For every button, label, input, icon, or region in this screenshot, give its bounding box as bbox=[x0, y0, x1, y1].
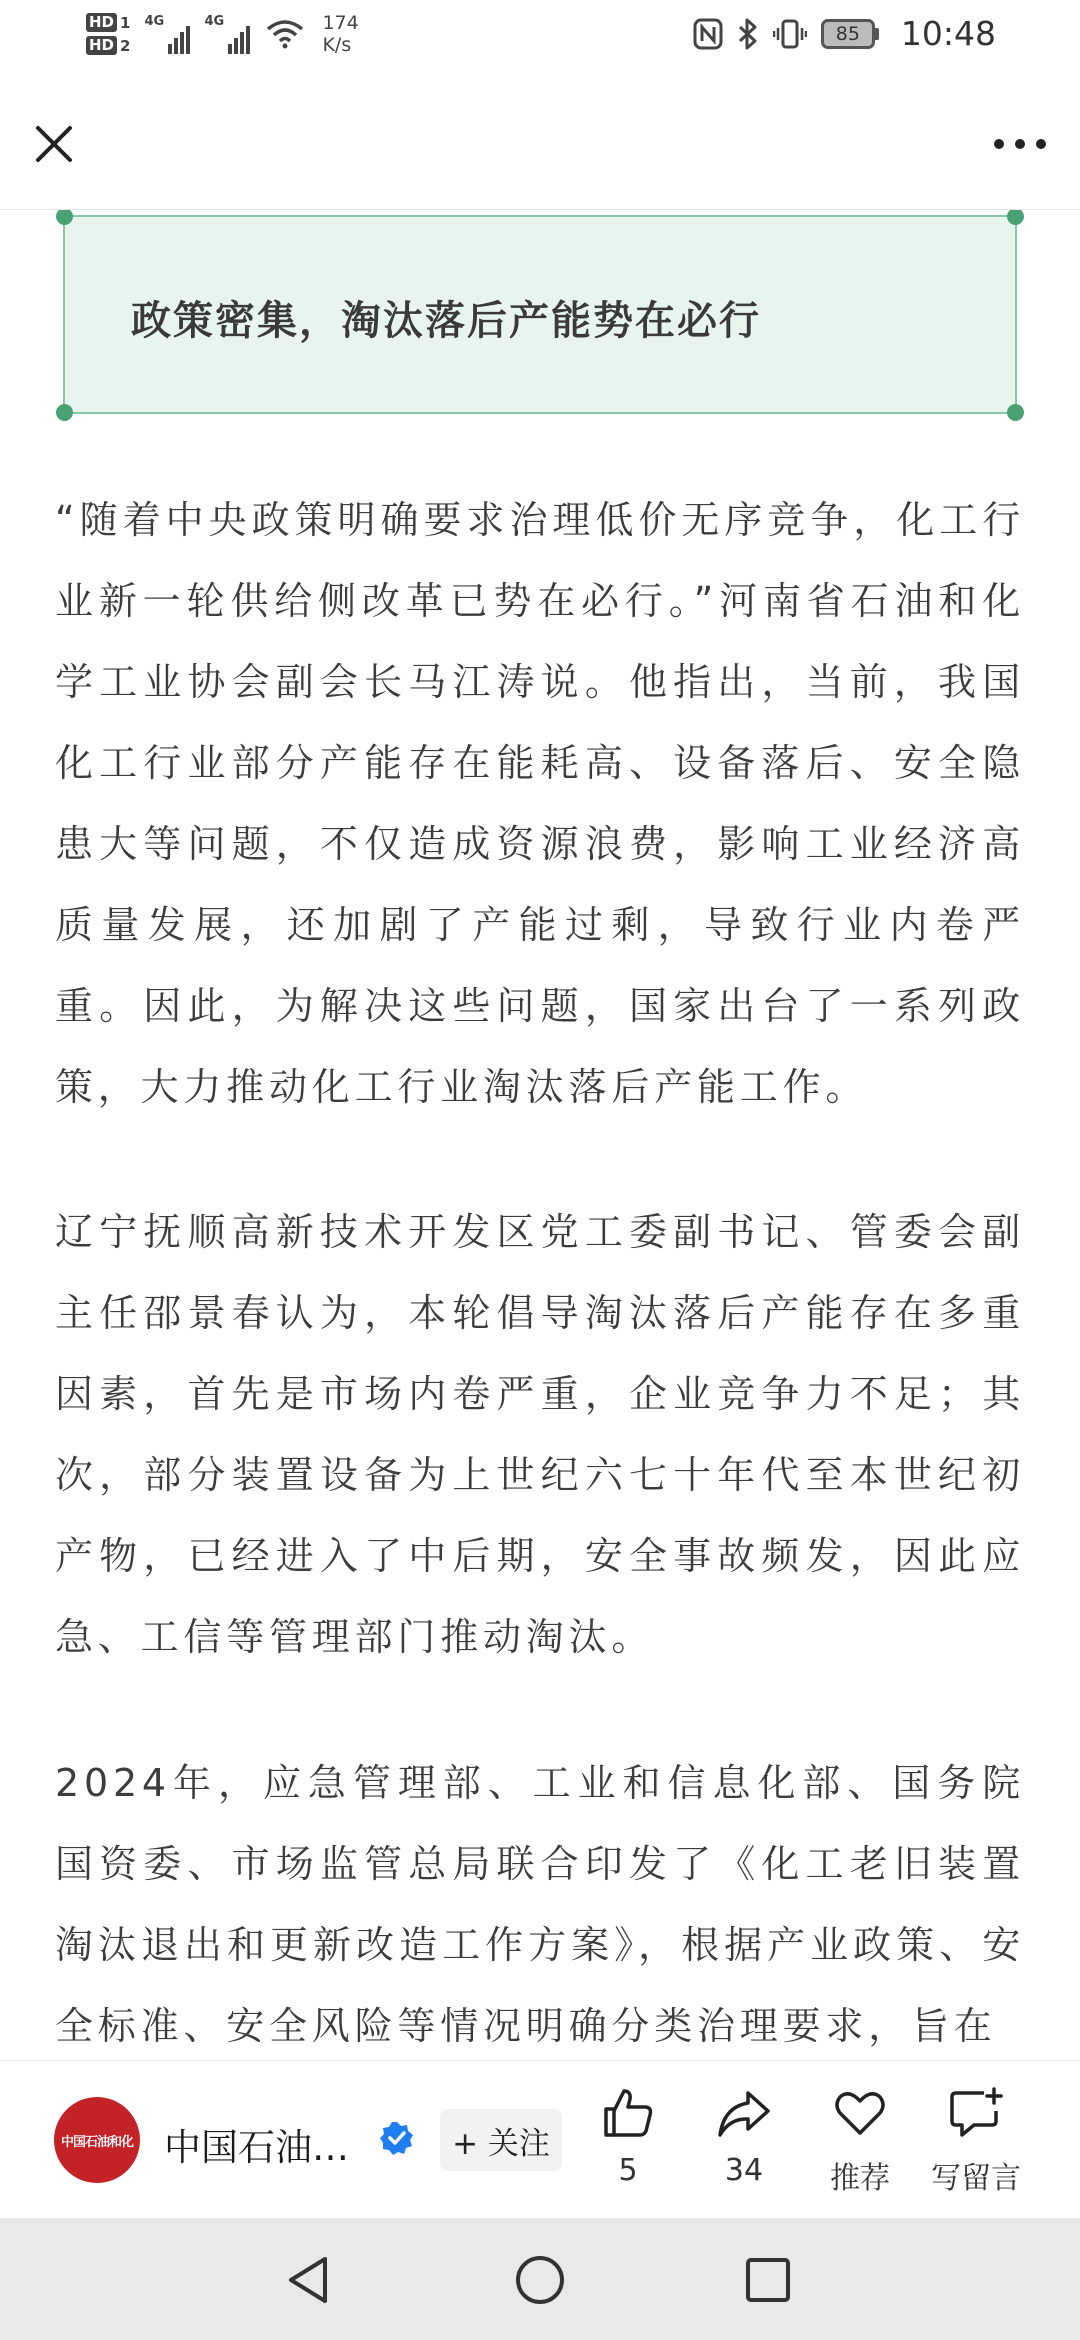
hd-num-2: 2 bbox=[120, 36, 131, 55]
recommend-button[interactable] bbox=[810, 2085, 910, 2205]
signal-2-icon bbox=[204, 14, 250, 54]
network-type-1: 4G bbox=[144, 14, 165, 29]
back-button[interactable] bbox=[280, 2252, 336, 2308]
back-triangle-icon bbox=[285, 2255, 331, 2305]
home-circle-icon bbox=[514, 2254, 566, 2306]
section-heading-box bbox=[63, 215, 1017, 414]
clock: 10:48 bbox=[900, 14, 996, 53]
paragraph-2: 辽宁抚顺高新技术开发区党工委副书记、管委会副主任邵景春认为，本轮倡导淘汰落后产能存在多重因素，首先是市场内卷严重，企业竞争力不足；其次，部分装置设备为上世纪六七十年代至本世纪初产物，已经进入了中后期，安全事故频发，因此应急、工信等管理部门推动淘汰。 bbox=[55, 1210, 1025, 1659]
write-comment-label: 写留言 bbox=[931, 2161, 1021, 2196]
follow-button[interactable]: + 关注 bbox=[440, 2109, 562, 2171]
battery-icon bbox=[821, 19, 879, 49]
like-button[interactable] bbox=[578, 2085, 678, 2205]
status-left bbox=[86, 12, 359, 56]
account-avatar[interactable] bbox=[54, 2097, 140, 2183]
more-dots-icon bbox=[993, 138, 1047, 150]
top-nav bbox=[0, 80, 1080, 210]
more-options-button[interactable] bbox=[988, 120, 1052, 168]
thumbs-up-icon bbox=[600, 2085, 656, 2141]
speed-unit: K/s bbox=[322, 34, 352, 56]
battery-level: 85 bbox=[821, 19, 875, 49]
heart-icon bbox=[832, 2085, 888, 2141]
recent-apps-button[interactable] bbox=[740, 2252, 796, 2308]
share-button[interactable] bbox=[694, 2085, 794, 2205]
account-name[interactable]: 中国石油… bbox=[164, 2126, 349, 2169]
status-right bbox=[693, 14, 996, 53]
recommend-label: 推荐 bbox=[830, 2161, 890, 2196]
article-body bbox=[0, 210, 1080, 2060]
close-button[interactable] bbox=[26, 116, 82, 172]
hd-badge-2: HD bbox=[86, 36, 117, 55]
network-speed bbox=[322, 12, 358, 56]
hd-indicators bbox=[86, 13, 130, 55]
paragraph-1: “随着中央政策明确要求治理低价无序竞争，化工行业新一轮供给侧改革已势在必行。”河南省石油和化学工业协会副会长马江涛说。他指出，当前，我国化工行业部分产能存在能耗高、设备落后、安全隐患大等问题，不仅造成资源浪费，影响工业经济高质量发展，还加剧了产能过剩，导致行业内卷严重。因此，为解决这些问题，国家出台了一系列政策，大力推动化工行业淘汰落后产能工作。 bbox=[55, 498, 1025, 1109]
close-icon bbox=[34, 124, 74, 164]
comment-add-icon bbox=[948, 2085, 1004, 2141]
avatar-logo-text: 中国石油和化 bbox=[60, 2134, 133, 2150]
hd-num-1: 1 bbox=[120, 13, 131, 32]
like-count: 5 bbox=[618, 2153, 638, 2188]
network-type-2: 4G bbox=[204, 14, 225, 29]
speed-value: 174 bbox=[322, 12, 359, 34]
vibrate-icon bbox=[773, 18, 807, 50]
signal-1-icon bbox=[144, 14, 190, 54]
status-bar bbox=[0, 0, 1080, 80]
section-heading: 政策密集，淘汰落后产能势在必行 bbox=[131, 298, 761, 344]
home-button[interactable] bbox=[512, 2252, 568, 2308]
wifi-icon bbox=[266, 19, 304, 49]
recent-square-icon bbox=[744, 2256, 792, 2304]
hd-badge-1: HD bbox=[86, 13, 117, 32]
nfc-icon bbox=[693, 18, 723, 50]
write-comment-button[interactable] bbox=[926, 2085, 1026, 2205]
bluetooth-icon bbox=[737, 18, 759, 50]
verified-badge-icon bbox=[380, 2121, 414, 2155]
share-icon bbox=[716, 2085, 772, 2141]
bottom-action-bar bbox=[0, 2060, 1080, 2218]
paragraph-3: 2024年，应急管理部、工业和信息化部、国务院国资委、市场监管总局联合印发了《化工老旧装置淘汰退出和更新改造工作方案》，根据产业政策、安全标准、安全风险等情况明确分类治理要求，旨在 bbox=[55, 1761, 1025, 2048]
share-count: 34 bbox=[724, 2153, 764, 2188]
system-nav-bar bbox=[0, 2218, 1080, 2340]
